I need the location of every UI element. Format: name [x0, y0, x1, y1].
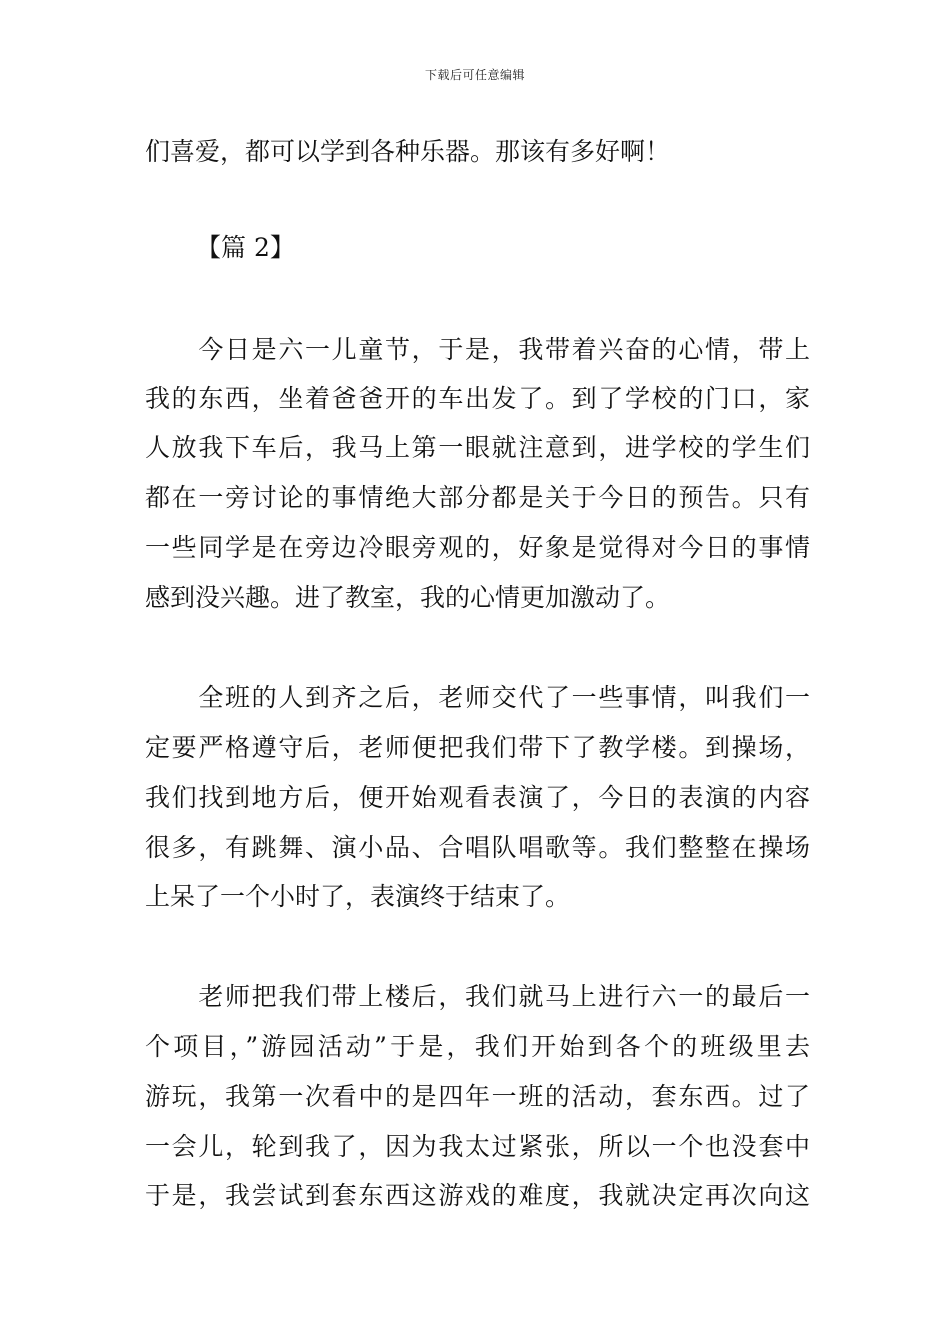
section-title: 【篇 2】	[196, 233, 295, 262]
paragraph-line: 一会儿，轮到我了，因为我太过紧张，所以一个也没套中	[145, 1132, 810, 1161]
page-header-note: 下载后可任意编辑	[424, 68, 525, 82]
paragraph-line: 我们找到地方后，便开始观看表演了，今日的表演的内容	[145, 783, 810, 812]
paragraph-line: 感到没兴趣。进了教室，我的心情更加激动了。	[145, 583, 671, 612]
paragraph-line: 很多，有跳舞、演小品、合唱队唱歌等。我们整整在操场	[145, 833, 810, 862]
paragraph-line: 我的东西，坐着爸爸开的车出发了。到了学校的门口，家	[145, 384, 810, 413]
paragraph-line: 定要严格遵守后，老师便把我们带下了教学楼。到操场，	[145, 733, 810, 762]
paragraph-line: 一些同学是在旁边冷眼旁观的，好象是觉得对今日的事情	[145, 533, 810, 562]
paragraph-line: 都在一旁讨论的事情绝大部分都是关于今日的预告。只有	[145, 483, 810, 512]
paragraph-line: 个项目，”游园活动”于是，我们开始到各个的班级里去	[145, 1032, 810, 1061]
paragraph-line: 于是，我尝试到套东西这游戏的难度，我就决定再次向这	[145, 1181, 810, 1210]
paragraph-line: 今日是六一儿童节，于是，我带着兴奋的心情，带上	[145, 335, 810, 364]
paragraph-line: 游玩，我第一次看中的是四年一班的活动，套东西。过了	[145, 1082, 810, 1111]
paragraph-line: 上呆了一个小时了，表演终于结束了。	[145, 882, 571, 911]
intro-tail-line: 们喜爱，都可以学到各种乐器。那该有多好啊！	[145, 137, 671, 166]
paragraph-line: 老师把我们带上楼后，我们就马上进行六一的最后一	[145, 982, 810, 1011]
paragraph-line: 人放我下车后，我马上第一眼就注意到，进学校的学生们	[145, 433, 810, 462]
paragraph-line: 全班的人到齐之后，老师交代了一些事情，叫我们一	[145, 683, 810, 712]
